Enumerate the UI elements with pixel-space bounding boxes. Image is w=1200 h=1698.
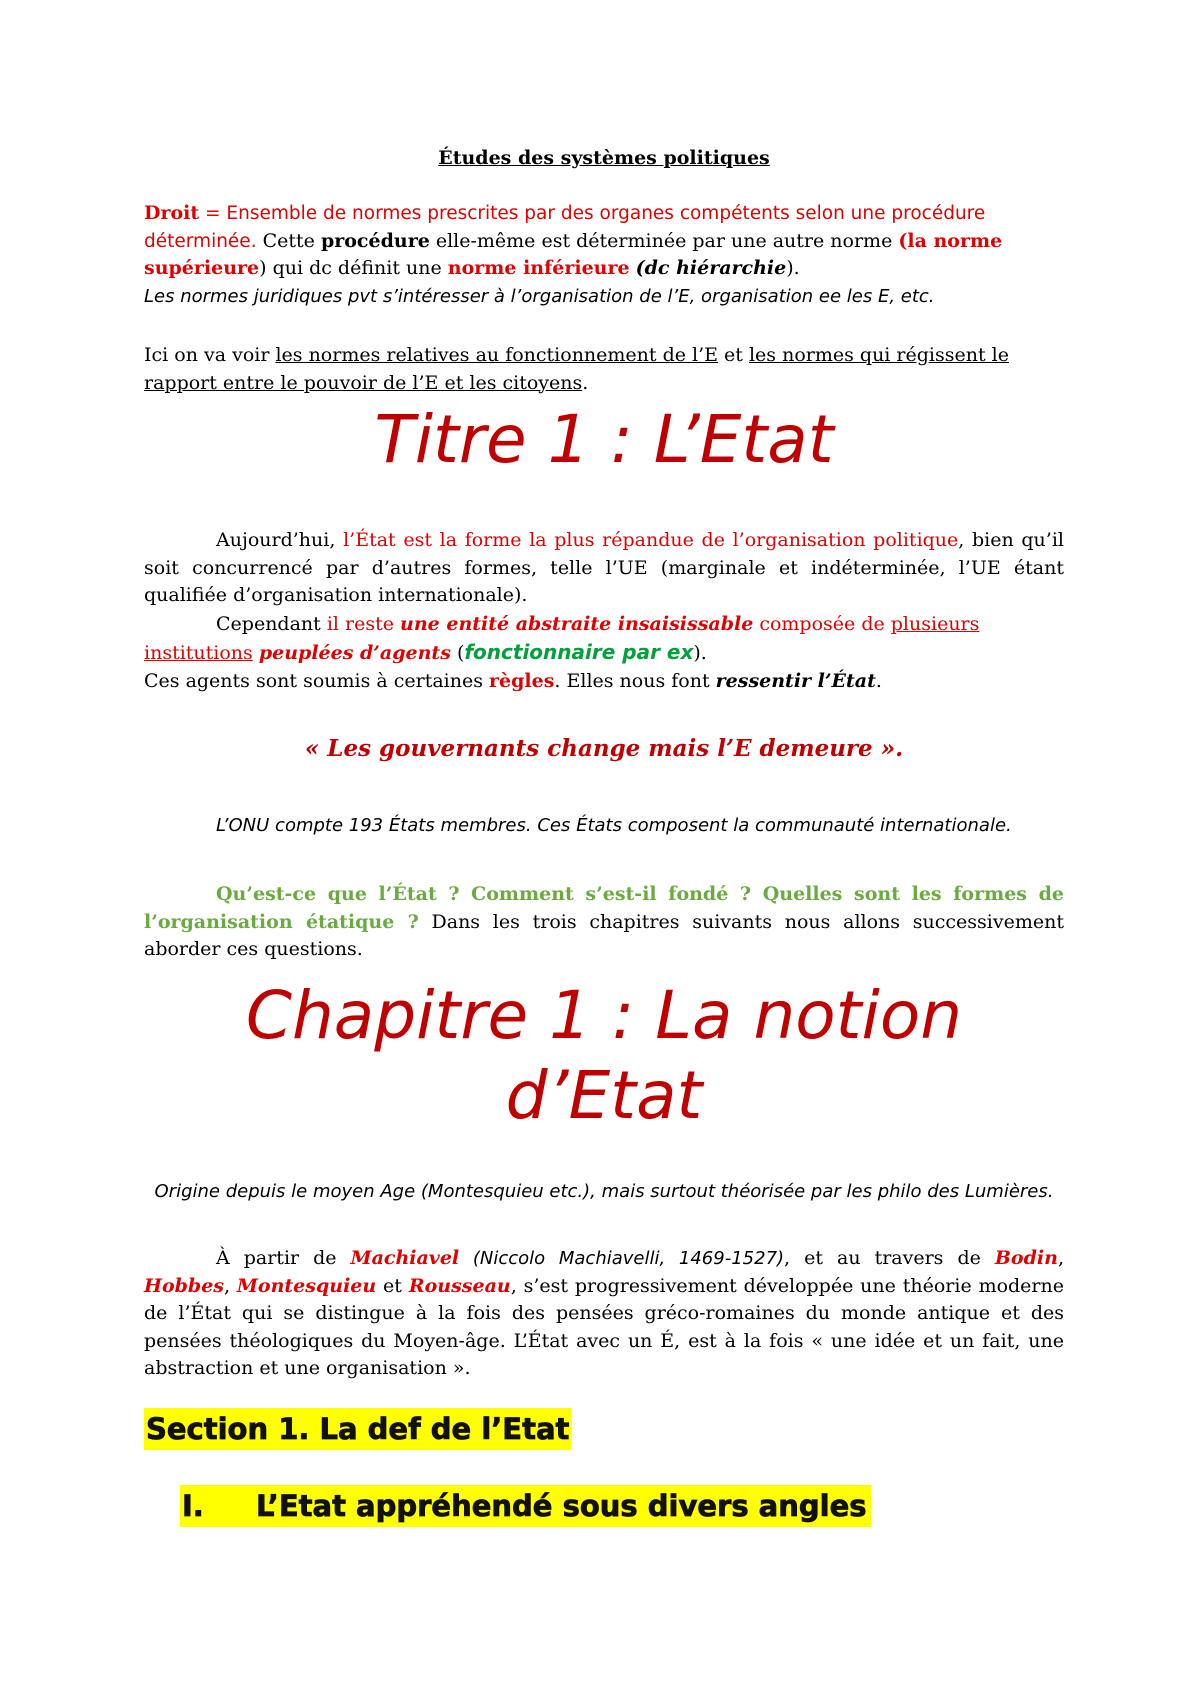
questions-paragraph: Qu’est-ce que l’État ? Comment s’est-il fondé ? Quelles sont les formes de l’organisation étatique ? Dans les trois chapitres suivants nous allons successivement aborder ces questions. xyxy=(144,883,1064,960)
origine-note: Origine depuis le moyen Age (Montesquieu etc.), mais surtout théorisée par les philo des Lumières. xyxy=(154,1181,1054,1202)
intro-paragraph: Ici on va voir les normes relatives au fonctionnement de l’E et les normes qui régissent le rapport entre le pouvoir de l’E et les citoyens. xyxy=(144,344,1009,394)
titre-1-heading: Titre 1 : L’Etat xyxy=(374,401,834,478)
quote: « Les gouvernants change mais l’E demeure ». xyxy=(304,735,904,762)
machiavel-paragraph: À partir de Machiavel (Niccolo Machiavelli, 1469-1527), et au travers de Bodin, Hobbes, Montesquieu et Rousseau, s’est progressivement développée une théorie moderne de l’État qui se distingue à la fois des pensées gréco-romaines du monde antique et des pensées théologiques du Moyen-âge. L’État avec un É, est à la fois « une idée et un fait, une abstraction et une organisation ». xyxy=(144,1247,1064,1379)
etat-paragraph: Aujourd’hui, l’État est la forme la plus répandue de l’organisation politique, bien qu’il soit concurrencé par d’autres formes, telle l’UE (marginale et indéterminée, l’UE étant qualifiée d’organisation internationale). xyxy=(144,529,1064,606)
document-title: Études des systèmes politiques xyxy=(438,147,770,169)
onu-paragraph: L’ONU compte 193 États membres. Ces États composent la communauté internationale. xyxy=(216,815,1012,836)
normes-note: Les normes juridiques pvt s’intéresser à l’organisation de l’E, organisation ee les E, etc. xyxy=(144,286,935,307)
section-1-heading: Section 1. La def de l’Etat xyxy=(144,1408,571,1450)
chapitre-1-heading: Chapitre 1 : La notion d’Etat xyxy=(245,977,963,1134)
subsection-number: I. xyxy=(182,1489,204,1523)
subsection-label: L’Etat appréhendé sous divers angles xyxy=(256,1489,867,1523)
droit-definition: Droit = Ensemble de normes prescrites par des organes compétents selon une procédure déterminée. Cette procédure elle-même est déterminée par une autre norme (la norme supérieure) qui dc définit une norme inférieure (dc hiérarchie). xyxy=(144,202,1003,279)
agents-paragraph: Ces agents sont soumis à certaines règles. Elles nous font ressentir l’État. xyxy=(144,670,882,692)
cependant-paragraph: Cependant il reste une entité abstraite insaisissable composée de plusieurs institutions peuplées d’agents (fonctionnaire par ex). xyxy=(144,613,980,664)
subsection-heading xyxy=(180,1485,871,1527)
term-droit: Droit xyxy=(144,202,200,224)
